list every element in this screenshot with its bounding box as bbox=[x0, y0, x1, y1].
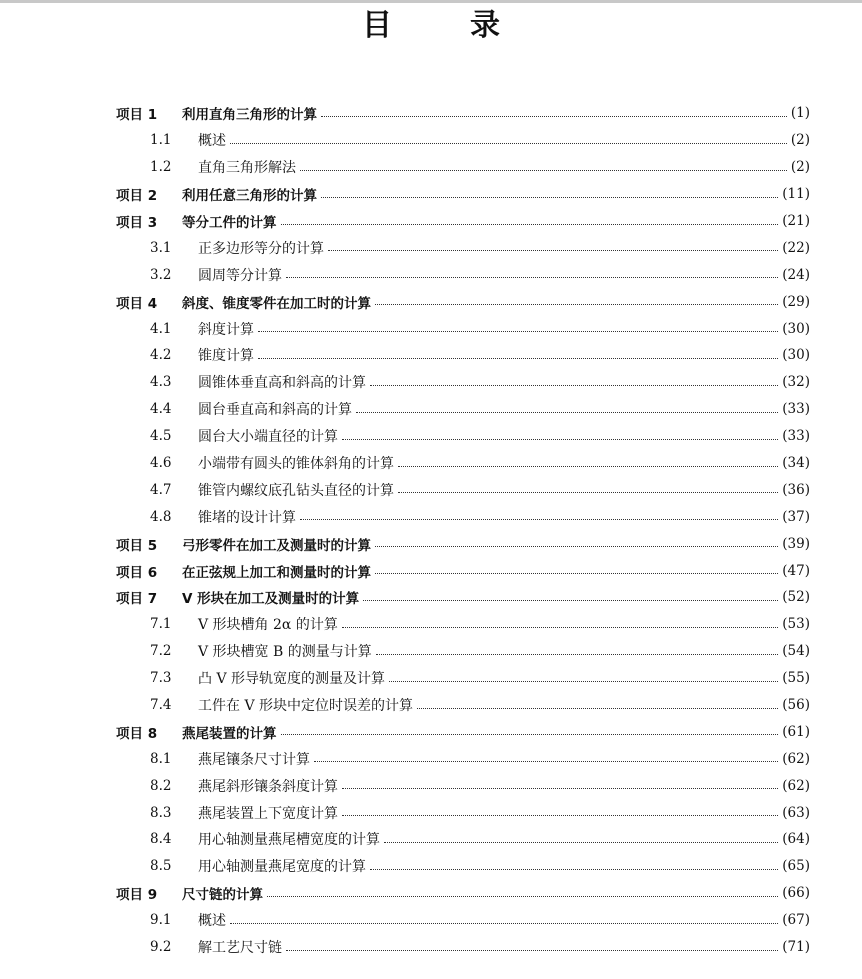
toc-entry-title: V 形块在加工及测量时的计算 bbox=[182, 591, 360, 608]
dot-leader bbox=[286, 277, 778, 278]
toc-section-entry[interactable] bbox=[0, 934, 862, 961]
toc-entry-number: 4.2 bbox=[150, 347, 172, 364]
toc-entry-body bbox=[198, 372, 810, 392]
dot-leader bbox=[398, 492, 778, 493]
toc-entry-number: 1.2 bbox=[150, 159, 172, 176]
toc-entry-title: 小端带有圆头的锥体斜角的计算 bbox=[198, 456, 394, 473]
dot-leader bbox=[281, 734, 779, 735]
toc-entry-page: (65) bbox=[782, 858, 810, 875]
dot-leader bbox=[314, 761, 778, 762]
toc-entry-number: 7.3 bbox=[150, 670, 172, 687]
toc-entry-body bbox=[198, 157, 810, 177]
toc-chapter-entry[interactable] bbox=[0, 880, 862, 907]
dot-leader bbox=[376, 654, 779, 655]
toc-entry-number: 3.1 bbox=[150, 239, 172, 256]
toc-chapter-entry[interactable] bbox=[0, 100, 862, 127]
toc-entry-number: 4.3 bbox=[150, 374, 172, 391]
toc-section-entry[interactable] bbox=[0, 611, 862, 638]
toc-entry-title: 圆台垂直高和斜高的计算 bbox=[198, 402, 352, 419]
toc-entry-number: 项目 9 bbox=[116, 887, 158, 904]
toc-chapter-entry[interactable] bbox=[0, 181, 862, 208]
toc-entry-body bbox=[198, 130, 810, 150]
dot-leader bbox=[328, 250, 778, 251]
toc-entry-title: 锥管内螺纹底孔钻头直径的计算 bbox=[198, 482, 394, 499]
toc-chapter-entry[interactable] bbox=[0, 718, 862, 745]
toc-entry-number: 8.5 bbox=[150, 858, 172, 875]
toc-entry-number: 9.1 bbox=[150, 912, 172, 929]
toc-entry-body bbox=[182, 883, 810, 903]
toc-entry-page: (30) bbox=[782, 347, 810, 364]
toc-entry-title: 用心轴测量燕尾宽度的计算 bbox=[198, 859, 366, 876]
toc-chapter-entry[interactable] bbox=[0, 557, 862, 584]
toc-section-entry[interactable] bbox=[0, 503, 862, 530]
toc-entry-body bbox=[198, 829, 810, 849]
toc-entry-body bbox=[182, 103, 810, 123]
toc-entry-page: (55) bbox=[782, 670, 810, 687]
dot-leader bbox=[342, 439, 778, 440]
toc-section-entry[interactable] bbox=[0, 826, 862, 853]
toc-entry-number: 7.1 bbox=[150, 616, 172, 633]
title-char-2: 录 bbox=[470, 8, 500, 43]
toc-entry-number: 项目 6 bbox=[116, 564, 158, 581]
toc-entry-number: 8.1 bbox=[150, 750, 172, 767]
toc-entry-title: 凸 V 形导轨宽度的测量及计算 bbox=[198, 671, 386, 688]
toc-entry-title: 工件在 V 形块中定位时误差的计算 bbox=[198, 698, 414, 715]
toc-entry-body bbox=[198, 749, 810, 769]
dot-leader bbox=[342, 788, 778, 789]
toc-section-entry[interactable] bbox=[0, 261, 862, 288]
title-char-1: 目 bbox=[362, 8, 392, 43]
toc-entry-title: 概述 bbox=[198, 133, 226, 150]
dot-leader bbox=[258, 331, 778, 332]
toc-entry-body bbox=[182, 211, 810, 231]
toc-section-entry[interactable] bbox=[0, 772, 862, 799]
toc-entry-title: 斜度、锥度零件在加工时的计算 bbox=[182, 295, 371, 312]
toc-chapter-entry[interactable] bbox=[0, 530, 862, 557]
dot-leader bbox=[300, 170, 787, 171]
toc-section-entry[interactable] bbox=[0, 799, 862, 826]
toc-section-entry[interactable] bbox=[0, 396, 862, 423]
toc-entry-body bbox=[198, 426, 810, 446]
toc-entry-number: 1.1 bbox=[150, 132, 172, 149]
toc-entry-body bbox=[198, 910, 810, 930]
dot-leader bbox=[389, 681, 778, 682]
toc-entry-body bbox=[198, 695, 810, 715]
toc-entry-title: 锥度计算 bbox=[198, 348, 254, 365]
toc-section-entry[interactable] bbox=[0, 127, 862, 154]
toc-entry-page: (61) bbox=[782, 723, 810, 740]
toc-entry-number: 4.7 bbox=[150, 481, 172, 498]
dot-leader bbox=[375, 573, 778, 574]
toc-entry-page: (62) bbox=[782, 750, 810, 767]
toc-entry-page: (71) bbox=[782, 939, 810, 956]
toc-entry-page: (33) bbox=[782, 401, 810, 418]
toc-entry-title: 解工艺尺寸链 bbox=[198, 940, 282, 957]
toc-entry-body bbox=[198, 856, 810, 876]
toc-entry-number: 7.4 bbox=[150, 697, 172, 714]
toc-entry-body bbox=[198, 937, 810, 957]
toc-entry-number: 项目 7 bbox=[116, 591, 158, 608]
dot-leader bbox=[321, 116, 787, 117]
toc-entry-page: (2) bbox=[790, 132, 810, 149]
dot-leader bbox=[363, 600, 778, 601]
toc-entry-title: V 形块槽角 2α 的计算 bbox=[198, 617, 338, 634]
toc-entry-title: 利用任意三角形的计算 bbox=[182, 188, 317, 205]
toc-entry-number: 8.2 bbox=[150, 777, 172, 794]
toc-entry-page: (66) bbox=[782, 885, 810, 902]
dot-leader bbox=[375, 546, 778, 547]
toc-entry-page: (63) bbox=[782, 804, 810, 821]
toc-section-entry[interactable] bbox=[0, 154, 862, 181]
toc-entry-body bbox=[198, 265, 810, 285]
toc-entry-page: (37) bbox=[782, 508, 810, 525]
toc-entry-number: 4.1 bbox=[150, 320, 172, 337]
toc-entry-body bbox=[198, 480, 810, 500]
toc-entry-title: 斜度计算 bbox=[198, 321, 254, 338]
toc-entry-number: 4.6 bbox=[150, 455, 172, 472]
toc-entry-body bbox=[198, 776, 810, 796]
toc-section-entry[interactable] bbox=[0, 638, 862, 665]
dot-leader bbox=[286, 950, 778, 951]
toc-entry-title: V 形块槽宽 B 的测量与计算 bbox=[198, 644, 372, 661]
toc-entry-title: 圆锥体垂直高和斜高的计算 bbox=[198, 375, 366, 392]
toc-chapter-entry[interactable] bbox=[0, 288, 862, 315]
dot-leader bbox=[417, 708, 778, 709]
toc-entry-page: (56) bbox=[782, 697, 810, 714]
dot-leader bbox=[230, 923, 778, 924]
toc-entry-number: 项目 5 bbox=[116, 537, 158, 554]
toc-chapter-entry[interactable] bbox=[0, 208, 862, 235]
toc-entry-number: 项目 1 bbox=[116, 107, 158, 124]
toc-entry-title: 圆台大小端直径的计算 bbox=[198, 429, 338, 446]
toc-section-entry[interactable] bbox=[0, 745, 862, 772]
toc-entry-page: (54) bbox=[782, 643, 810, 660]
toc-entry-page: (22) bbox=[782, 239, 810, 256]
toc-entry-title: 等分工件的计算 bbox=[182, 215, 277, 231]
toc-entry-page: (52) bbox=[782, 589, 810, 606]
toc-entry-title: 燕尾装置上下宽度计算 bbox=[198, 805, 338, 822]
dot-leader bbox=[356, 412, 778, 413]
dot-leader bbox=[342, 815, 778, 816]
top-border bbox=[0, 0, 862, 3]
toc-entry-number: 8.4 bbox=[150, 831, 172, 848]
toc-entry-page: (24) bbox=[782, 266, 810, 283]
toc-entry-page: (64) bbox=[782, 831, 810, 848]
dot-leader bbox=[300, 519, 778, 520]
toc-entry-number: 4.8 bbox=[150, 508, 172, 525]
toc-entry-title: 用心轴测量燕尾槽宽度的计算 bbox=[198, 832, 380, 849]
toc-section-entry[interactable] bbox=[0, 907, 862, 934]
dot-leader bbox=[398, 466, 778, 467]
toc-entry-body bbox=[182, 722, 810, 742]
toc-entry-number: 3.2 bbox=[150, 266, 172, 283]
toc-entry-title: 燕尾镶条尺寸计算 bbox=[198, 751, 310, 768]
toc-entry-title: 在正弦规上加工和测量时的计算 bbox=[182, 564, 371, 581]
toc-entry-page: (34) bbox=[782, 455, 810, 472]
toc-entry-body bbox=[182, 292, 810, 312]
toc-entry-body bbox=[182, 534, 810, 554]
toc-entry-number: 8.3 bbox=[150, 804, 172, 821]
toc-entry-page: (11) bbox=[782, 186, 810, 203]
toc-section-entry[interactable] bbox=[0, 423, 862, 450]
toc-entry-number: 项目 8 bbox=[116, 725, 158, 742]
toc-entry-page: (53) bbox=[782, 616, 810, 633]
toc-entry-number: 4.4 bbox=[150, 401, 172, 418]
toc-entry-page: (67) bbox=[782, 912, 810, 929]
toc-section-entry[interactable] bbox=[0, 234, 862, 261]
toc-entry-title: 圆周等分计算 bbox=[198, 267, 282, 284]
toc-entry-title: 概述 bbox=[198, 913, 226, 930]
toc-entry-body bbox=[198, 238, 810, 258]
dot-leader bbox=[258, 358, 778, 359]
toc-entry-title: 利用直角三角形的计算 bbox=[182, 107, 317, 124]
toc-entry-page: (2) bbox=[790, 159, 810, 176]
toc-entry-page: (47) bbox=[782, 562, 810, 579]
toc-entry-title: 正多边形等分的计算 bbox=[198, 240, 324, 257]
toc-entry-page: (29) bbox=[782, 293, 810, 310]
dot-leader bbox=[342, 627, 778, 628]
toc-section-entry[interactable] bbox=[0, 692, 862, 719]
toc-entry-number: 项目 3 bbox=[116, 215, 158, 231]
toc-entry-title: 尺寸链的计算 bbox=[182, 887, 263, 904]
toc-entry-body bbox=[198, 399, 810, 419]
toc-entry-title: 燕尾装置的计算 bbox=[182, 725, 277, 742]
dot-leader bbox=[375, 304, 778, 305]
table-of-contents bbox=[0, 100, 862, 961]
toc-section-entry[interactable] bbox=[0, 369, 862, 396]
toc-entry-page: (33) bbox=[782, 428, 810, 445]
dot-leader bbox=[281, 224, 779, 225]
toc-entry-title: 直角三角形解法 bbox=[198, 160, 296, 177]
toc-entry-body bbox=[198, 614, 810, 634]
toc-entry-body bbox=[198, 668, 810, 688]
toc-entry-body bbox=[182, 184, 810, 204]
toc-entry-number: 7.2 bbox=[150, 643, 172, 660]
dot-leader bbox=[321, 197, 778, 198]
toc-entry-title: 弓形零件在加工及测量时的计算 bbox=[182, 537, 371, 554]
toc-section-entry[interactable] bbox=[0, 853, 862, 880]
toc-section-entry[interactable] bbox=[0, 665, 862, 692]
dot-leader bbox=[370, 869, 778, 870]
toc-entry-page: (1) bbox=[790, 105, 810, 122]
toc-entry-page: (36) bbox=[782, 481, 810, 498]
toc-entry-number: 4.5 bbox=[150, 428, 172, 445]
dot-leader bbox=[384, 842, 778, 843]
dot-leader bbox=[370, 385, 778, 386]
dot-leader bbox=[230, 143, 787, 144]
toc-entry-body bbox=[198, 507, 810, 527]
toc-entry-page: (62) bbox=[782, 777, 810, 794]
toc-entry-body bbox=[198, 319, 810, 339]
page-title bbox=[0, 6, 862, 46]
toc-entry-page: (32) bbox=[782, 374, 810, 391]
toc-entry-body bbox=[198, 453, 810, 473]
toc-entry-title: 燕尾斜形镶条斜度计算 bbox=[198, 778, 338, 795]
toc-entry-page: (30) bbox=[782, 320, 810, 337]
toc-entry-number: 项目 2 bbox=[116, 188, 158, 205]
toc-entry-body bbox=[198, 345, 810, 365]
toc-entry-body bbox=[198, 641, 810, 661]
toc-entry-number: 9.2 bbox=[150, 939, 172, 956]
toc-section-entry[interactable] bbox=[0, 476, 862, 503]
toc-entry-title: 锥堵的设计计算 bbox=[198, 509, 296, 526]
toc-section-entry[interactable] bbox=[0, 342, 862, 369]
toc-entry-number: 项目 4 bbox=[116, 295, 158, 312]
toc-chapter-entry[interactable] bbox=[0, 584, 862, 611]
toc-section-entry[interactable] bbox=[0, 315, 862, 342]
dot-leader bbox=[267, 896, 778, 897]
toc-entry-body bbox=[182, 587, 810, 607]
toc-section-entry[interactable] bbox=[0, 450, 862, 477]
toc-entry-page: (21) bbox=[782, 213, 810, 229]
toc-entry-body bbox=[198, 803, 810, 823]
toc-entry-body bbox=[182, 561, 810, 581]
toc-entry-page: (39) bbox=[782, 535, 810, 552]
